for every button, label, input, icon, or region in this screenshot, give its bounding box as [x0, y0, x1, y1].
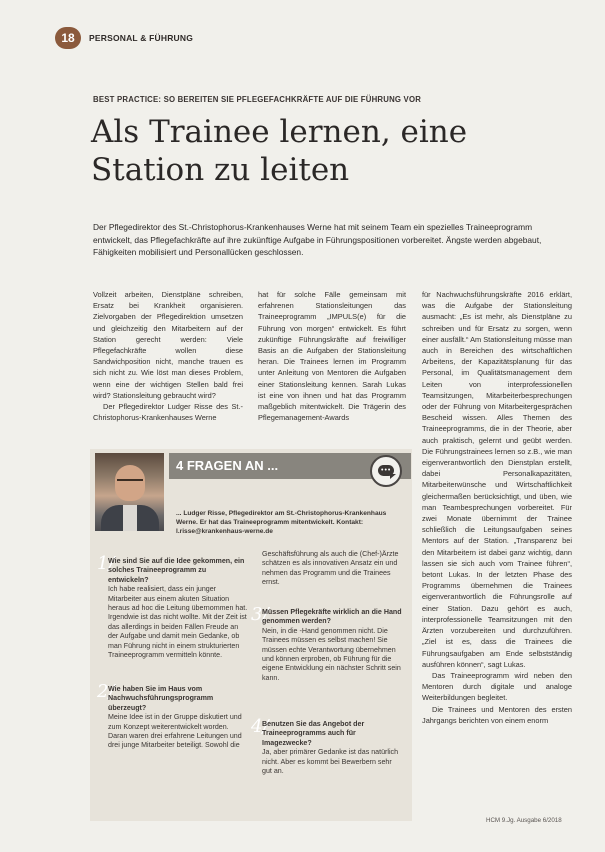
body-column-3 [422, 289, 572, 726]
interview-question: Müssen Pflegekräfte wirklich an die Hand genommen werden? [262, 608, 402, 626]
interview-answer-continued: Geschäftsführung als auch die (Chef-)Ärzte schätzen es als innovativen Ansatz ein und nehmen das Programm und die Trainees ernst. [262, 550, 399, 587]
article-kicker: BEST PRACTICE: SO BEREITEN SIE PFLEGEFACHKRÄFTE AUF DIE FÜHRUNG VOR [93, 95, 422, 104]
question-number: 3/ [251, 604, 269, 625]
body-column-2 [258, 289, 406, 423]
body-paragraph: Das Traineeprogramm wird neben den Mentoren durch digitale und analoge Weiterbildungen begleitet. [422, 670, 572, 703]
question-number: 2/ [97, 681, 115, 702]
portrait-shirt [123, 505, 137, 531]
article-headline: Als Trainee lernen, eine Station zu leiten [91, 114, 468, 188]
interview-answer: Meine Idee ist in der Gruppe diskutiert und zum Konzept weiterentwickelt worden. Daran waren drei erfahrene Leitungen und drei junge Mitarbeiter beteiligt. Sowohl die [108, 713, 242, 750]
interview-qa-2 [108, 685, 248, 751]
article-lead: Der Pflegedirektor des St.-Christophorus-Krankenhauses Werne hat mit seinem Team ein spezielles Traineeprogramm entwickelt, das Pflegefachkräfte auf ihre zukünftige Aufgabe in Führungspositionen vorbereitet. Ängste werden abgebaut, Fähigkeiten mobilisiert und Personallücken geschlossen. [93, 222, 542, 257]
portrait-glasses [117, 479, 143, 487]
interview-qa-4 [262, 720, 402, 776]
interview-question: Wie haben Sie im Haus vom Nachwuchsführungsprogramm überzeugt? [108, 685, 214, 712]
page-number-badge: 18 [55, 27, 81, 49]
body-paragraph: Vollzeit arbeiten, Dienstpläne schreiben, Ersatz bei Krankheit organisieren. Zielvorgaben der Pflegedirektion umsetzen und gleichzeitig den Mitarbeitern auf der Station gerecht werden: Viele Pflegefachkräfte wollen diese Sandwichposition nicht, manche trauen es sich nicht zu. Wie löst man dieses Problem, wenn eine der wichtigen Stellen bald frei wird? Stationsleitung gebraucht wird? [93, 290, 243, 400]
body-paragraph: Die Trainees und Mentoren des ersten Jahrgangs berichten von einem enorm [422, 704, 572, 725]
chat-bubble-tail [390, 474, 396, 479]
body-paragraph: für Nachwuchsführungskräfte 2016 erklärt, was die Aufgabe der Stationsleitung ausmacht: „Es ist mehr, als Dienstpläne zu schreiben und für Ersatz zu sorgen, wenn einer ausfällt.“ Am Stationsleitung müsse man auch in Bereichen des wirtschaftlichen Arbeitens, der Kapazitätsplanung für das Personal, im Qualitätsmanagement dem Leiten von interprofessionellen Teamsitzungen, Mitarbeiterbesprechungen oder der Führung von Mitarbeitergesprächen Bescheid wissen. Alles Themen des Traineeprogramms, die in der Theorie, aber auch praktisch, gelernt und geübt werden. Die Führungstrainees lernen so z.B., wie man eigenverantwortlich den Dienstplan erstellt, dabei Personalkapazitäten, Mitarbeiterwünsche und Wirtschaftlichkeit gleichermaßen berücksichtigt, und üben, wie man Teambesprechungen vorbereitet. Für zwei Monate übernimmt der Trainee schließlich die Leitungsaufgaben seines Mentors auf der Station. „Transparenz bei den Mitarbeitern ist dabei ganz wichtig, dann lassen sie sich auch vom Trainee führen“, betont Lukas. In der letzten Phase des Programms übernehmen die Trainees eigenverantwortlich die Führungsrolle auf einer Station. Dazu gehört es auch, interprofessionelle Teamsitzungen mit den Ärzten vorzubereiten und durchzuführen. „Ziel ist es, dass die Trainees die Führungsaufgaben am Ende selbstständig ausführen können“, sagt Lukas. [422, 290, 572, 669]
chat-bubble-icon [370, 455, 402, 487]
interview-answer: Ich habe realisiert, dass ein junger Mitarbeiter aus einem akuten Situation heraus ad hoc die Leitung übernommen hat. Irgendwie ist das nicht wollte. Mit der Zeit ist das allerdings in beiden Fällen Freude an der Aufgabe und damit mein Gedanke, ob man Führung nicht in einem strukturierten Traineeprogramm vermitteln könnte. [108, 585, 248, 660]
body-paragraph: hat für solche Fälle gemeinsam mit erfahrenen Stationsleitungen das Traineeprogramm „IMPULS(e) für die Führung von morgen“ entwickelt. Es führt zukünftige Führungskräfte auf freiwilliger Basis an die Aufgaben der Stationsleitung heran. Die Trainees lernen im Programm unter Anleitung von Mentoren die Aufgaben einer Stationsleitung kennen. Sarah Lukas ist eine von ihnen und hat das Programm maßgeblich mitentwickelt. Die Trägerin des Pflegemanagement-Awards [258, 290, 406, 423]
interview-question: Wie sind Sie auf die Idee gekommen, ein solches Traineeprogramm zu entwickeln? [108, 557, 245, 584]
question-number: 4/ [251, 716, 269, 737]
interview-qa-1 [108, 557, 248, 660]
portrait-photo [95, 453, 164, 531]
page-header [55, 27, 193, 49]
page-footer: HCM 9.Jg. Ausgabe 6/2018 [486, 817, 562, 824]
interview-qa-3 [262, 608, 402, 683]
interview-answer: Ja, aber primärer Gedanke ist das natürlich nicht. Aber es kommt bei Bewerbern sehr gut an. [262, 748, 399, 776]
section-title: PERSONAL & FÜHRUNG [89, 33, 194, 43]
interview-bio: ... Ludger Risse, Pflegedirektor am St.-Christophorus-Krankenhaus Werne. Er hat das Traineeprogramm mitentwickelt. Kontakt: l.risse@krankenhaus-werne.de [176, 510, 387, 535]
question-number: 1/ [97, 553, 115, 574]
body-column-1 [93, 289, 243, 423]
interview-question: Benutzen Sie das Angebot der Traineeprogramms auch für Imagezwecke? [262, 720, 365, 747]
body-paragraph: Der Pflegedirektor Ludger Risse des St.-Christophorus-Krankenhauses Werne [93, 402, 243, 423]
chat-dots: ••• [381, 467, 392, 474]
interview-title: 4 FRAGEN AN ... [169, 453, 411, 479]
interview-answer: Nein, in die ‑Hand genommen nicht. Die Trainees müssen es selbst machen! Sie müssen echte Verantwortung übernehmen und können erproben, ob Führung für die eigene Entwicklung ein nächster Schritt sein kann. [262, 626, 401, 682]
